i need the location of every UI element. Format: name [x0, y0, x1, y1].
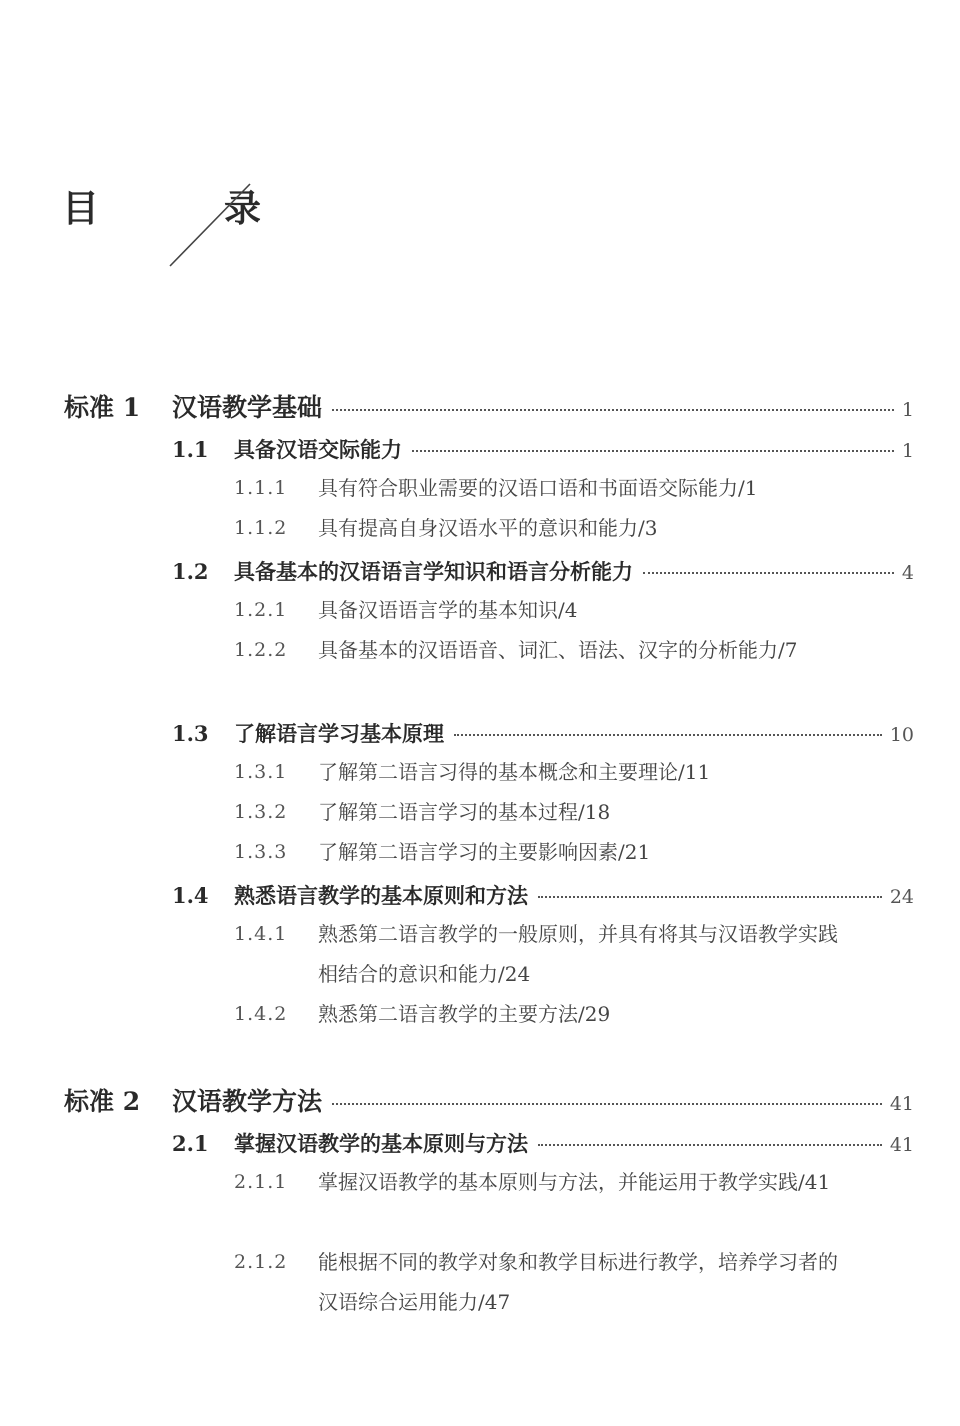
standard-title: 汉语教学基础 — [172, 393, 323, 422]
toc-item-1-3-1[interactable] — [234, 752, 854, 792]
toc-section-2-1[interactable] — [172, 1128, 914, 1158]
toc-item-1-4-2[interactable] — [234, 994, 854, 1034]
toc-section-1-3[interactable] — [172, 718, 914, 748]
item-title: 具备汉语语言学的基本知识/4 — [318, 598, 578, 622]
section-number: 1.3 — [172, 721, 209, 746]
item-number: 1.2.2 — [234, 639, 288, 661]
toc-item-1-2-1[interactable] — [234, 590, 854, 630]
item-title: 掌握汉语教学的基本原则与方法，并能运用于教学实践/41 — [318, 1170, 831, 1194]
item-title: 具有符合职业需要的汉语口语和书面语交际能力/1 — [318, 476, 758, 500]
toc-item-2-1-1[interactable] — [234, 1162, 854, 1202]
page-number: 1 — [901, 440, 914, 462]
dot-leader — [643, 572, 894, 574]
toc-item-1-2-2[interactable] — [234, 630, 854, 670]
item-number: 1.1.1 — [234, 477, 288, 499]
section-title: 具备基本的汉语语言学知识和语言分析能力 — [234, 560, 633, 584]
item-number: 1.4.2 — [234, 1003, 288, 1025]
item-number: 2.1.1 — [234, 1171, 288, 1193]
item-number: 1.4.1 — [234, 923, 288, 945]
item-title: 熟悉第二语言教学的一般原则，并具有将其与汉语教学实践相结合的意识和能力/24 — [318, 922, 838, 986]
item-title: 具有提高自身汉语水平的意识和能力/3 — [318, 516, 658, 540]
item-number: 1.3.3 — [234, 841, 288, 863]
item-title: 具备基本的汉语语音、词汇、语法、汉字的分析能力/7 — [318, 638, 798, 662]
section-number: 1.1 — [172, 437, 209, 462]
item-title: 了解第二语言习得的基本概念和主要理论/11 — [318, 760, 711, 784]
section-title: 熟悉语言教学的基本原则和方法 — [234, 884, 528, 908]
section-number: 1.4 — [172, 883, 209, 908]
toc-section-1-1[interactable] — [172, 434, 914, 464]
item-number: 1.3.1 — [234, 761, 288, 783]
page-number: 24 — [889, 886, 914, 908]
dot-leader — [332, 409, 894, 411]
section-title: 具备汉语交际能力 — [234, 438, 402, 462]
dot-leader — [332, 1103, 882, 1105]
page-number: 41 — [889, 1134, 914, 1156]
item-title: 能根据不同的教学对象和教学目标进行教学，培养学习者的汉语综合运用能力/47 — [318, 1250, 838, 1314]
section-title: 了解语言学习基本原理 — [234, 722, 444, 746]
page-number: 10 — [889, 724, 914, 746]
item-title: 熟悉第二语言教学的主要方法/29 — [318, 1002, 611, 1026]
section-title: 掌握汉语教学的基本原则与方法 — [234, 1132, 528, 1156]
dot-leader — [454, 734, 882, 736]
standard-number: 标准 2 — [64, 1087, 141, 1116]
item-number: 2.1.2 — [234, 1251, 288, 1273]
item-number: 1.1.2 — [234, 517, 288, 539]
item-number: 1.2.1 — [234, 599, 288, 621]
title-slash-decoration — [164, 180, 254, 270]
toc-standard-1[interactable] — [64, 388, 914, 424]
dot-leader — [412, 450, 894, 452]
item-title: 了解第二语言学习的基本过程/18 — [318, 800, 611, 824]
section-number: 1.2 — [172, 559, 209, 584]
page-number: 41 — [889, 1093, 914, 1115]
toc-item-1-1-2[interactable] — [234, 508, 854, 548]
dot-leader — [538, 1144, 882, 1146]
toc-item-1-3-3[interactable] — [234, 832, 854, 872]
item-number: 1.3.2 — [234, 801, 288, 823]
toc-section-1-4[interactable] — [172, 880, 914, 910]
item-title: 了解第二语言学习的主要影响因素/21 — [318, 840, 651, 864]
standard-title: 汉语教学方法 — [172, 1087, 323, 1116]
page-number: 1 — [901, 399, 914, 421]
toc-item-2-1-2[interactable] — [234, 1242, 854, 1322]
toc-standard-2[interactable] — [64, 1082, 914, 1118]
toc-section-1-2[interactable] — [172, 556, 914, 586]
standard-number: 标准 1 — [64, 393, 141, 422]
dot-leader — [538, 896, 882, 898]
page-number: 4 — [901, 562, 914, 584]
toc-item-1-1-1[interactable] — [234, 468, 854, 508]
toc-item-1-4-1[interactable] — [234, 914, 854, 994]
section-number: 2.1 — [172, 1131, 209, 1156]
page-title: 目 录 — [62, 186, 305, 230]
toc-item-1-3-2[interactable] — [234, 792, 854, 832]
